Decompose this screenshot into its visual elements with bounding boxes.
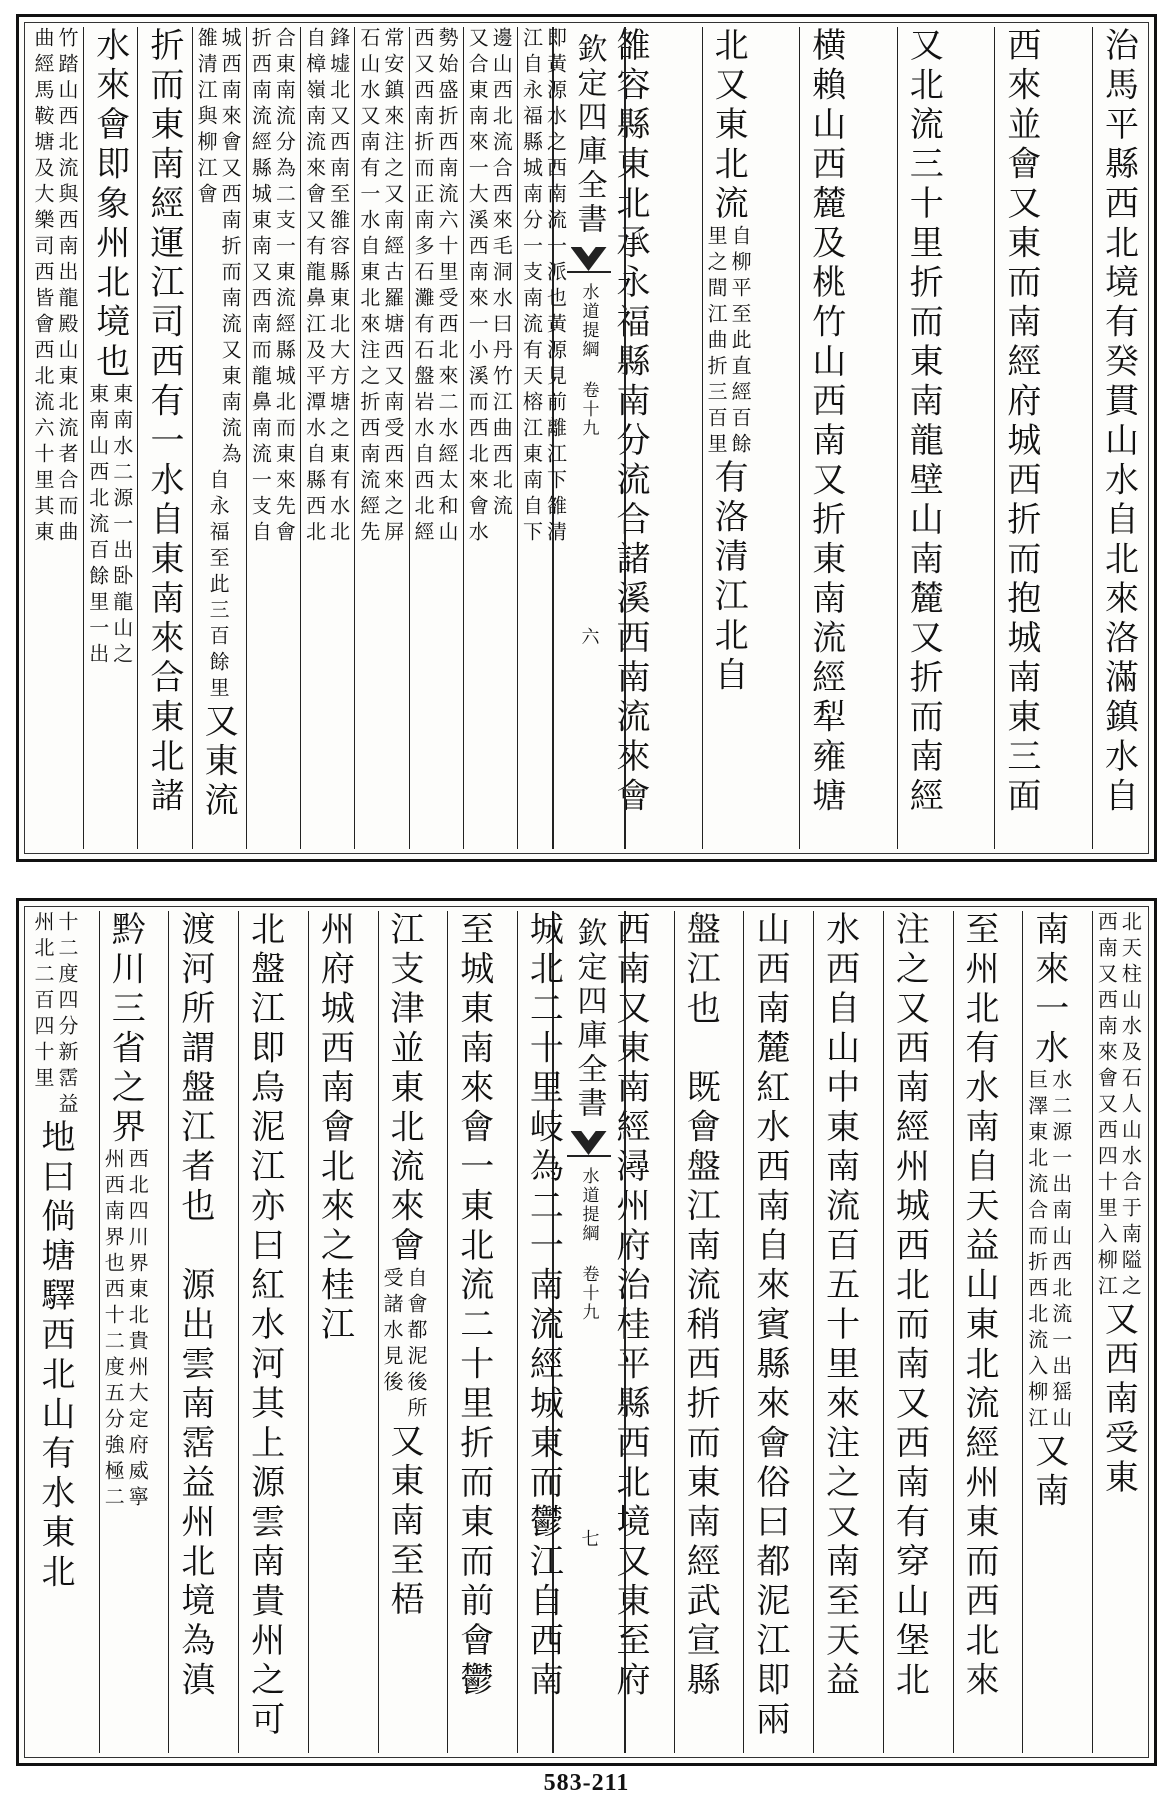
text-column (378, 911, 430, 1753)
commentary-note (248, 27, 296, 547)
text-column (702, 27, 754, 849)
main-text: 水西自山中東南流百五十里來注之又南至天益 (819, 911, 860, 1701)
page-number: 七 (578, 1529, 600, 1547)
main-text: 又北流三十里折而東南龍壁山南麓又折而南經 (903, 27, 944, 817)
lower-leaf (16, 898, 1157, 1766)
commentary-note (357, 27, 405, 547)
text-column (994, 27, 1046, 849)
main-text: 又東南至梧 (384, 1422, 425, 1620)
text-column (83, 27, 135, 849)
main-text: 州府城西南會北來之桂江 (314, 911, 355, 1346)
text-column (1022, 911, 1074, 1753)
commentary-line: 自永福至此三百餘里 (206, 469, 231, 703)
commentary-note (101, 1148, 149, 1512)
main-text: 城北二十里岐為二一南流經城東而鬱江自西南 (523, 911, 564, 1701)
text-column (883, 911, 935, 1753)
commentary-line: 即黃源水之西南流一派也黃源見前離江下雒清 (543, 27, 568, 547)
main-text: 又南 (1028, 1433, 1069, 1512)
commentary-note (31, 911, 79, 1119)
text-column (246, 27, 298, 849)
text-column (463, 27, 515, 849)
text-column (238, 911, 290, 1753)
commentary-line: 東南水二源一出卧龍山之 (109, 382, 134, 669)
main-text: 黔川三省之界 (105, 911, 146, 1148)
commentary-line: 自樟嶺南流來會又有龍鼻江及平潭水自縣西北 (302, 27, 327, 547)
commentary-line: 州西南界也西十二度五分強極二 (101, 1148, 126, 1512)
text-column (409, 27, 461, 849)
text-column (674, 911, 726, 1753)
commentary-line: 十二度四分新霑益 (55, 911, 79, 1119)
commentary-line: 雒清江與柳江會 (194, 27, 219, 209)
upper-right-half (604, 27, 1144, 849)
text-column (308, 911, 360, 1753)
commentary-line: 自會都泥後所 (404, 1266, 429, 1423)
text-column (743, 911, 795, 1753)
commentary-note (31, 27, 79, 547)
commentary-note (411, 27, 459, 547)
commentary-line: 受諸水見後 (380, 1266, 405, 1397)
commentary-note (86, 383, 134, 669)
text-column (447, 911, 499, 1753)
main-text: 山西南麓紅水西南自來賓縣來會俗曰都泥江即兩 (749, 911, 790, 1741)
commentary-line: 江自永福縣城南分一支南流有天榕江東南自下 (519, 27, 544, 547)
text-column (29, 27, 81, 849)
commentary-note (194, 27, 242, 469)
main-text: 横賴山西麓及桃竹山西南又折東南流經犁雍塘 (805, 27, 846, 817)
commentary-note (380, 1267, 428, 1423)
commentary-note (303, 27, 351, 547)
commentary-line: 合東南流分為二支一東流經縣城北而東來先會 (272, 27, 297, 547)
commentary-note (704, 225, 752, 459)
main-text: 江支津並東北流來會 (384, 911, 425, 1267)
commentary-line: 西南又西南來會又西四十里入柳江 (1094, 911, 1119, 1301)
commentary-line: 里之間江曲折三百里 (704, 224, 729, 459)
commentary-line: 西又西南折而正南多石灘有石盤岩水自西北經 (411, 27, 436, 547)
main-text: 又東流 (198, 703, 239, 822)
commentary-note (465, 27, 513, 547)
commentary-line: 又合東南來一大溪西南來一小溪而西北來會水 (465, 27, 490, 547)
main-text: 有洛清江北自 (708, 458, 749, 696)
commentary-line: 東南山西北流百餘里一出 (85, 382, 110, 669)
text-column (897, 27, 949, 849)
book-title: 欽定四庫全書 (571, 917, 607, 1121)
main-text: 西南又東南經潯州府治桂平縣西北境又東至府 (610, 911, 650, 1701)
text-column (168, 911, 220, 1753)
fish-tail-mark-icon (567, 245, 611, 273)
commentary-line: 州北二百四十里 (31, 911, 55, 1093)
main-text: 北盤江即烏泥江亦曰紅水河其上源雲南貴州之可 (244, 911, 285, 1741)
main-text: 注之又西南經州城西北而南又西南有穿山堡北 (889, 911, 930, 1701)
main-text: 地曰倘塘驛西北山有水東北 (35, 1119, 75, 1593)
commentary-line: 鋒墟北又西南至雒容縣東北大方塘之東有水北 (326, 27, 351, 547)
commentary-line: 常安鎮來注之又南經古羅塘西又南受西來之屏 (380, 27, 405, 547)
page-footer-number: 583-211 (543, 1770, 630, 1796)
text-column (354, 27, 406, 849)
commentary-line: 竹踏山西北流與西南出龍殿山東北流者合而曲 (55, 27, 79, 547)
text-column (799, 27, 851, 849)
commentary-line: 北天柱山水及石人山水合于南隘之 (1118, 911, 1143, 1301)
main-text: 渡河所謂盤江者也 源出雲南霑益州北境為滇 (174, 911, 215, 1701)
commentary-line: 曲經馬鞍塘及大樂司西皆會西北流六十里其東 (31, 27, 55, 547)
chapter-label: 水道提綱 卷十九 (578, 283, 599, 438)
main-text: 治馬平縣西北境有癸貫山水自北來洛滿鎮水自 (1098, 27, 1139, 817)
main-text: 折而東南經運江司西有一水自東南來合東北諸 (143, 27, 184, 817)
commentary-note (1025, 1069, 1073, 1433)
page-number: 六 (578, 627, 600, 645)
text-column (1092, 27, 1144, 849)
main-text: 至城東南來會一東北流二十里折而東而前會鬱 (453, 911, 494, 1701)
text-column (517, 27, 569, 849)
lower-left-half (29, 911, 569, 1753)
main-text: 雒容縣東北承永福縣南分流合諸溪西南流來會 (610, 27, 650, 817)
text-column (517, 911, 569, 1753)
text-column (192, 27, 244, 849)
main-text: 盤江也 既會盤江南流稍西折而東南經武宣縣 (680, 911, 721, 1701)
lower-right-half (604, 911, 1144, 1753)
main-text: 北又東北流 (708, 27, 749, 225)
text-column (300, 27, 352, 849)
commentary-line: 折西南流經縣城東南又西南而龍鼻南流一支自 (248, 27, 273, 547)
upper-left-half (29, 27, 569, 849)
main-text: 又西南受東 (1098, 1301, 1139, 1499)
upper-leaf (16, 14, 1157, 862)
text-column (813, 911, 865, 1753)
text-column (99, 911, 151, 1753)
main-text: 南來一水 (1028, 911, 1069, 1069)
commentary-note (519, 27, 567, 547)
commentary-line: 自柳平至此直經百餘 (728, 224, 753, 459)
book-title: 欽定四庫全書 (571, 33, 607, 237)
commentary-line: 勢始盛折西南流六十里受西北來二水經太和山 (435, 27, 460, 547)
main-text: 西來並會又東而南經府城西折而抱城南東三面 (1000, 27, 1041, 817)
main-text: 至州北有水南自天益山東北流經州東而西北來 (959, 911, 1000, 1701)
main-text: 水來會即象州北境也 (89, 27, 130, 383)
commentary-line: 水二源一出南山西北流一出猺山 (1048, 1069, 1073, 1433)
text-column (29, 911, 81, 1753)
commentary-line: 城西南來會又西南折而南流又東南流為 (218, 27, 243, 469)
commentary-note (206, 469, 230, 703)
text-column (1092, 911, 1144, 1753)
commentary-line: 邊山西北流合西來毛洞水曰丹竹江曲西北流 (489, 27, 514, 521)
commentary-line: 西北四川界東北貴州大定府威寧 (125, 1148, 150, 1512)
text-column (137, 27, 189, 849)
commentary-line: 石山水又南有一水自東北來注之折西南流經先 (356, 27, 381, 547)
text-column (953, 911, 1005, 1753)
commentary-note (1094, 911, 1142, 1301)
fish-tail-mark-icon (567, 1129, 611, 1157)
commentary-line: 巨澤東北流合而折西北流入柳江 (1024, 1069, 1049, 1433)
chapter-label: 水道提綱 卷十九 (578, 1167, 599, 1322)
